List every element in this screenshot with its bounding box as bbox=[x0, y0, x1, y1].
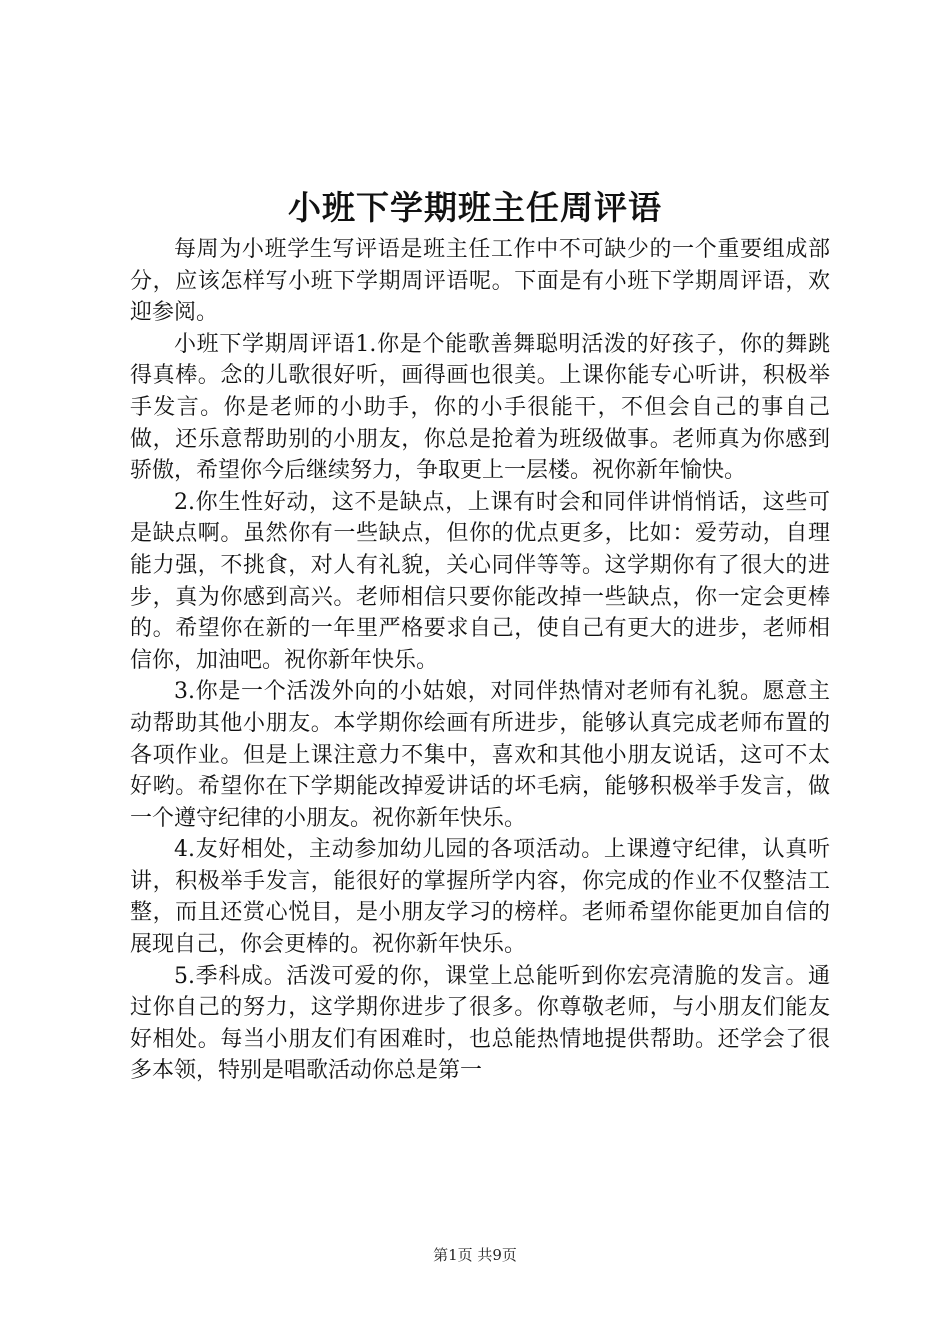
paragraph-comment-2: 2.你生性好动，这不是缺点，上课有时会和同伴讲悄悄话，这些可是缺点啊。虽然你有一些缺点，但你的优点更多，比如：爱劳动，自理能力强，不挑食，对人有礼貌，关心同伴等等。这学期你有了很大的进步，真为你感到高兴。老师相信只要你能改掉一些缺点，你一定会更棒的。希望你在新的一年里严格要求自己，使自己有更大的进步，老师相信你，加油吧。祝你新年快乐。 bbox=[130, 489, 830, 673]
document-title: 小班下学期班主任周评语 bbox=[288, 188, 662, 227]
page-footer: 第1页 共9页 bbox=[433, 1246, 517, 1264]
paragraph-comment-5: 5.季科成。活泼可爱的你，课堂上总能听到你宏亮清脆的发言。通过你自己的努力，这学期你进步了很多。你尊敬老师，与小朋友们能友好相处。每当小朋友们有困难时，也总能热情地提供帮助。还学会了很多本领，特别是唱歌活动你总是第一 bbox=[130, 963, 830, 1084]
paragraph-comment-4: 4.友好相处，主动参加幼儿园的各项活动。上课遵守纪律，认真听讲，积极举手发言，能很好的掌握所学内容，你完成的作业不仅整洁工整，而且还赏心悦目，是小朋友学习的榜样。老师希望你能更加自信的展现自己，你会更棒的。祝你新年快乐。 bbox=[130, 837, 830, 958]
document-body bbox=[130, 234, 830, 1087]
paragraph-comment-3: 3.你是一个活泼外向的小姑娘，对同伴热情对老师有礼貌。愿意主动帮助其他小朋友。本学期你绘画有所进步，能够认真完成老师布置的各项作业。但是上课注意力不集中，喜欢和其他小朋友说话，这可不太好哟。希望你在下学期能改掉爱讲话的坏毛病，能够积极举手发言，做一个遵守纪律的小朋友。祝你新年快乐。 bbox=[130, 679, 830, 831]
paragraph-comment-1: 小班下学期周评语1.你是个能歌善舞聪明活泼的好孩子，你的舞跳得真棒。念的儿歌很好听，画得画也很美。上课你能专心听讲，积极举手发言。你是老师的小助手，你的小手很能干，不但会自己的事自己做，还乐意帮助别的小朋友，你总是抢着为班级做事。老师真为你感到骄傲，希望你今后继续努力，争取更上一层楼。祝你新年愉快。 bbox=[130, 331, 830, 484]
paragraph-intro: 每周为小班学生写评语是班主任工作中不可缺少的一个重要组成部分，应该怎样写小班下学期周评语呢。下面是有小班下学期周评语，欢迎参阅。 bbox=[130, 237, 830, 326]
